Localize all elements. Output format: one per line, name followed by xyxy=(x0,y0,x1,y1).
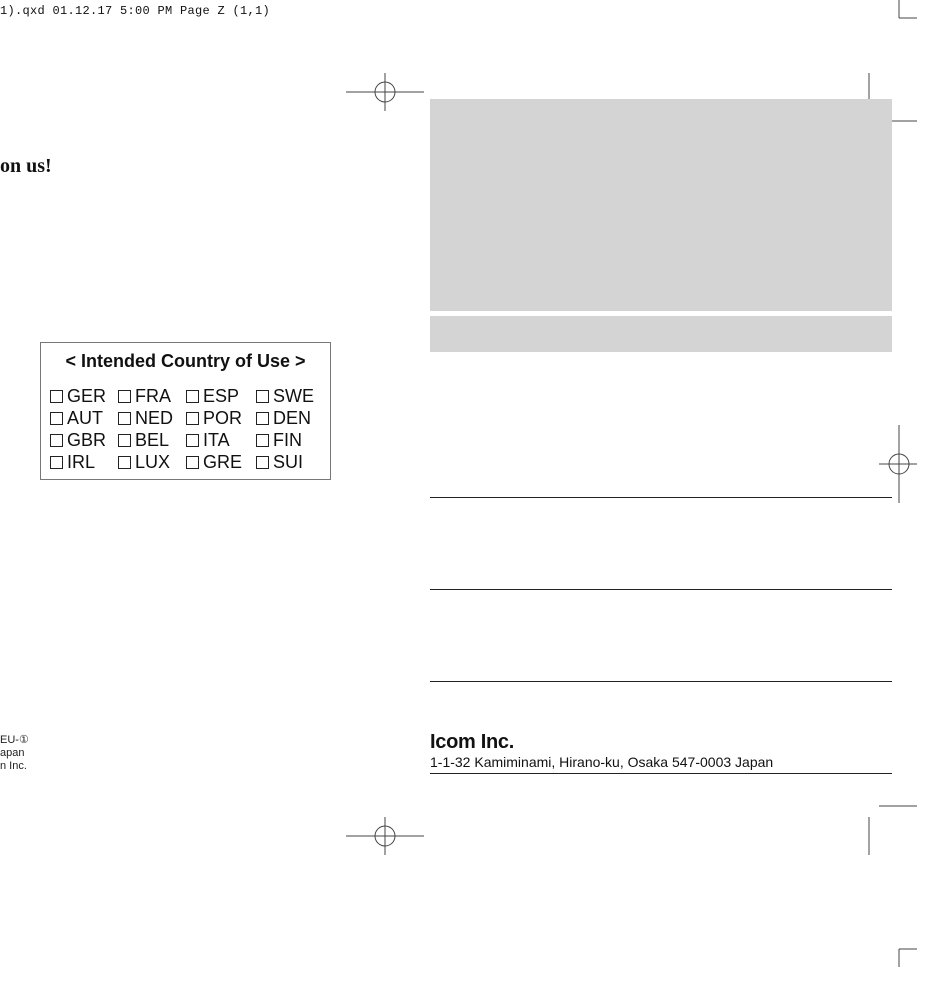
checkbox-icon[interactable] xyxy=(50,434,63,447)
checkbox-icon[interactable] xyxy=(186,456,199,469)
country-code: GBR xyxy=(67,429,107,450)
checkbox-icon[interactable] xyxy=(50,412,63,425)
country-row xyxy=(50,451,322,473)
footer-fragment: EU-① xyxy=(0,734,29,746)
checkbox-icon[interactable] xyxy=(50,390,63,403)
country-code: LUX xyxy=(135,451,171,472)
country-code: ITA xyxy=(203,429,230,450)
country-row xyxy=(50,385,322,407)
company-address: 1-1-32 Kamiminami, Hirano-ku, Osaka 547-0003 Japan xyxy=(430,754,774,770)
country-row xyxy=(50,429,322,451)
footer-fragment: n Inc. xyxy=(0,760,27,772)
country-row xyxy=(50,407,322,429)
intended-country-box xyxy=(40,342,331,480)
country-code: GRE xyxy=(203,451,243,472)
checkbox-icon[interactable] xyxy=(186,390,199,403)
checkbox-icon[interactable] xyxy=(50,456,63,469)
country-code: POR xyxy=(203,407,243,428)
registration-target-top xyxy=(346,73,424,111)
divider-line xyxy=(430,681,892,682)
country-code: IRL xyxy=(67,451,96,472)
print-slug: 1).qxd 01.12.17 5:00 PM Page Z (1,1) xyxy=(0,4,271,18)
registration-target-bottom xyxy=(346,817,424,855)
country-grid xyxy=(50,385,322,473)
gray-panel-small xyxy=(430,316,892,352)
checkbox-icon[interactable] xyxy=(118,412,131,425)
checkbox-icon[interactable] xyxy=(256,434,269,447)
country-code: SWE xyxy=(273,385,315,406)
intended-country-title: < Intended Country of Use > xyxy=(65,351,306,371)
checkbox-icon[interactable] xyxy=(118,390,131,403)
address-underline xyxy=(430,773,892,774)
checkbox-icon[interactable] xyxy=(186,434,199,447)
left-footer-fragments xyxy=(0,734,29,773)
country-code: NED xyxy=(135,407,174,428)
checkbox-icon[interactable] xyxy=(256,412,269,425)
country-code: DEN xyxy=(273,407,312,428)
country-code: ESP xyxy=(203,385,240,406)
cut-off-headline: on us! xyxy=(0,155,52,177)
checkbox-icon[interactable] xyxy=(186,412,199,425)
checkbox-icon[interactable] xyxy=(256,456,269,469)
divider-line xyxy=(430,589,892,590)
registration-target-right xyxy=(879,425,917,503)
gray-panel-large xyxy=(430,99,892,311)
footer-fragment: apan xyxy=(0,747,25,759)
country-code: GER xyxy=(67,385,107,406)
checkbox-icon[interactable] xyxy=(256,390,269,403)
divider-line xyxy=(430,497,892,498)
country-code: AUT xyxy=(67,407,103,428)
checkbox-icon[interactable] xyxy=(118,434,131,447)
country-code: FIN xyxy=(273,429,302,450)
checkbox-icon[interactable] xyxy=(118,456,131,469)
country-code: BEL xyxy=(135,429,170,450)
country-code: FRA xyxy=(135,385,171,406)
company-name: Icom Inc. xyxy=(430,731,514,753)
country-code: SUI xyxy=(273,451,304,472)
